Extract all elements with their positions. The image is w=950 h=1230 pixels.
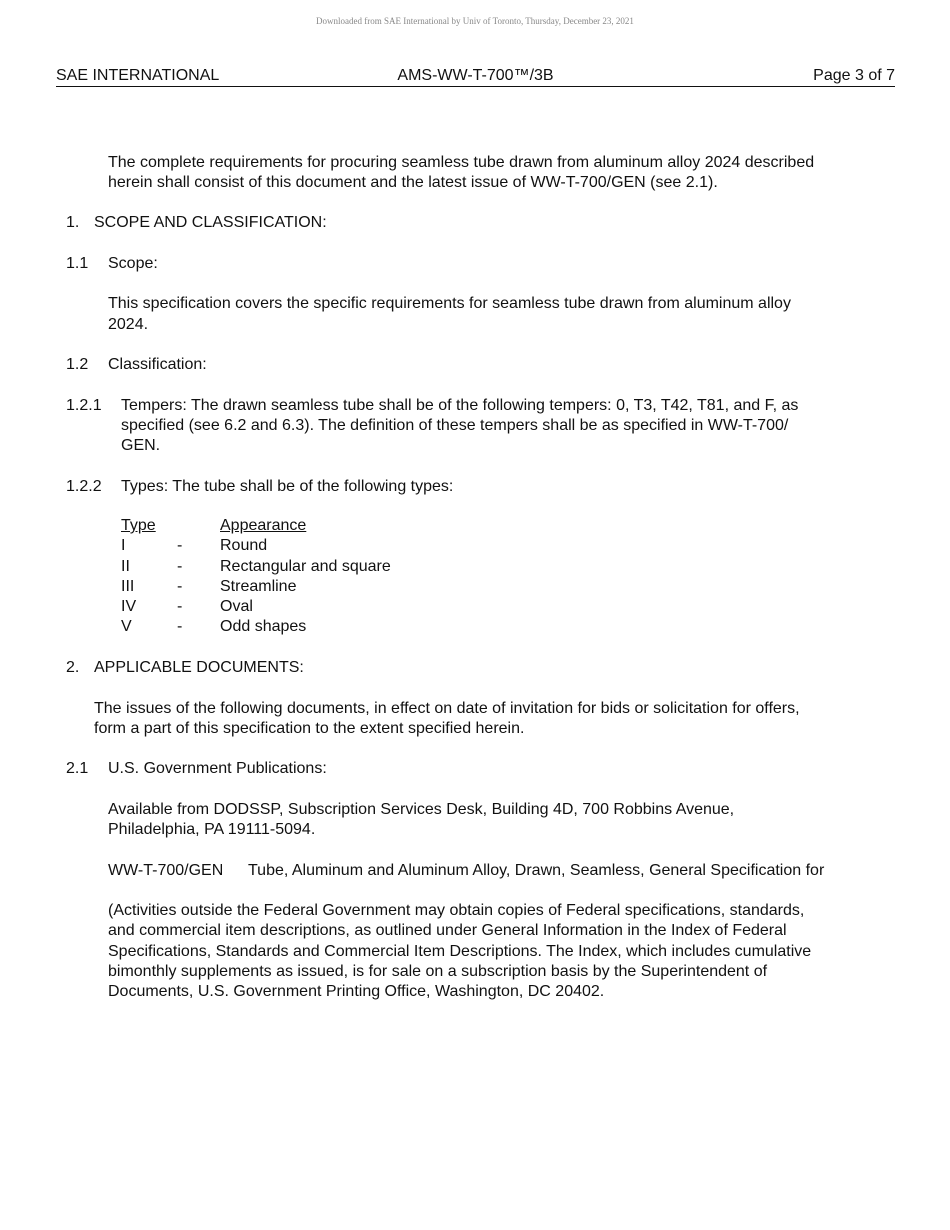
section-title: SCOPE AND CLASSIFICATION:	[94, 214, 327, 231]
note-line: bimonthly supplements as issued, is for sale on a subscription basis by the Superintendent of	[108, 963, 768, 980]
intro-line: The complete requirements for procuring seamless tube drawn from aluminum alloy 2024 described	[108, 154, 815, 171]
section-number: 1.2.2	[66, 478, 102, 495]
scope-line: This specification covers the specific requirements for seamless tube drawn from aluminum alloy	[108, 295, 791, 312]
download-watermark: Downloaded from SAE International by Univ of Toronto, Thursday, December 23, 2021	[316, 16, 634, 26]
dash: -	[177, 557, 183, 575]
dash: -	[177, 577, 183, 595]
type-appearance: Streamline	[220, 577, 297, 595]
type-code: II	[121, 557, 130, 575]
type-code: IV	[121, 598, 137, 616]
section-title: APPLICABLE DOCUMENTS:	[94, 659, 304, 676]
section-title: Classification:	[108, 356, 207, 373]
type-appearance: Round	[220, 537, 268, 555]
type-code: V	[121, 618, 132, 636]
availability-line: Available from DODSSP, Subscription Services Desk, Building 4D, 700 Robbins Avenue,	[108, 801, 735, 818]
tempers-line: GEN.	[121, 437, 161, 454]
tempers-line: specified (see 6.2 and 6.3). The definition of these tempers shall be as specified in WW-T-700/	[121, 417, 789, 434]
publisher-name: SAE INTERNATIONAL	[56, 67, 220, 84]
type-appearance: Odd shapes	[220, 618, 307, 636]
note-line: Documents, U.S. Government Printing Office, Washington, DC 20402.	[108, 983, 605, 1000]
type-appearance: Rectangular and square	[220, 557, 391, 575]
types-intro: Types: The tube shall be of the following types:	[121, 478, 454, 495]
note-line: Specifications, Standards and Commercial Item Descriptions. The Index, which includes cumulative	[108, 943, 812, 960]
document-number: AMS-WW-T-700™/3B	[397, 67, 554, 84]
section-title: U.S. Government Publications:	[108, 760, 327, 777]
section-number: 2.1	[66, 760, 89, 777]
reference-code: WW-T-700/GEN	[108, 862, 224, 879]
intro-line: herein shall consist of this document and the latest issue of WW-T-700/GEN (see 2.1).	[108, 174, 718, 191]
section-number: 1.2	[66, 356, 89, 373]
dash: -	[177, 598, 183, 616]
column-header-appearance: Appearance	[220, 517, 307, 534]
section-number: 2.	[66, 659, 80, 676]
section-number: 1.	[66, 214, 80, 231]
scope-line: 2024.	[108, 316, 149, 333]
section-title: Scope:	[108, 255, 158, 272]
type-code: I	[121, 537, 126, 555]
note-line: (Activities outside the Federal Government may obtain copies of Federal specifications, standards,	[108, 902, 805, 919]
dash: -	[177, 618, 183, 636]
tempers-line: Tempers: The drawn seamless tube shall be of the following tempers: 0, T3, T42, T81, and F, as	[121, 397, 799, 414]
applicable-docs-line: form a part of this specification to the extent specified herein.	[94, 720, 525, 737]
column-header-type: Type	[121, 517, 156, 534]
page-number: Page 3 of 7	[813, 67, 895, 84]
applicable-docs-line: The issues of the following documents, in effect on date of invitation for bids or solicitation for offers,	[94, 700, 800, 717]
type-appearance: Oval	[220, 598, 253, 616]
section-number: 1.2.1	[66, 397, 102, 414]
note-line: and commercial item descriptions, as outlined under General Information in the Index of Federal	[108, 922, 787, 939]
availability-line: Philadelphia, PA 19111-5094.	[108, 821, 316, 838]
reference-title: Tube, Aluminum and Aluminum Alloy, Drawn, Seamless, General Specification for	[248, 862, 825, 879]
type-code: III	[121, 577, 135, 595]
section-number: 1.1	[66, 255, 89, 272]
dash: -	[177, 537, 183, 555]
page-header	[56, 66, 895, 87]
